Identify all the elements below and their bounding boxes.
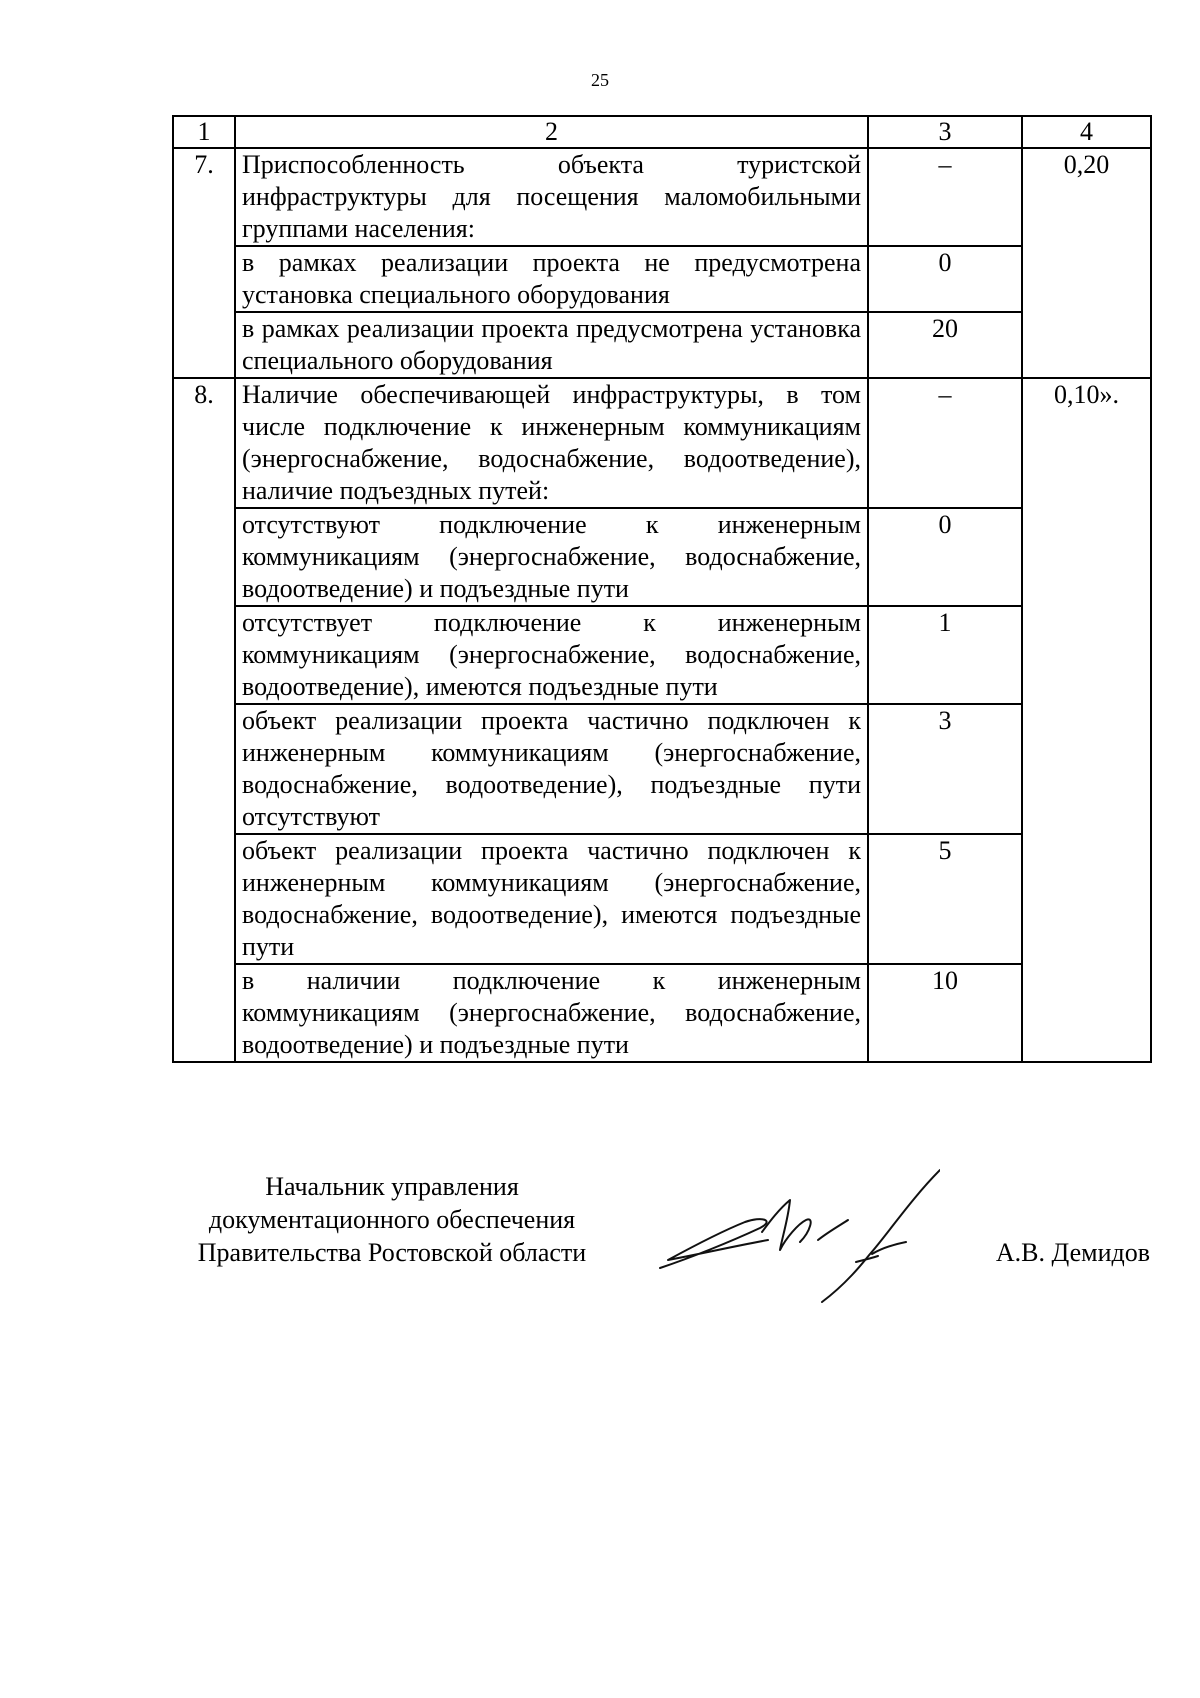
signature-block xyxy=(0,1170,1200,1340)
score-cell: – xyxy=(868,148,1022,246)
table-row xyxy=(173,964,1151,1062)
page-number: 25 xyxy=(591,70,609,90)
position-line: Правительства Ростовской области xyxy=(197,1238,587,1267)
score-cell: 5 xyxy=(868,834,1022,964)
table-row xyxy=(173,378,1151,508)
criterion-text: Наличие обеспечивающей инфраструктуры, в том числе подключение к инженерным коммуникациям (энергоснабжение, водоснабжение, водоотведение), наличие подъездных путей: xyxy=(235,378,868,508)
table-header-row xyxy=(173,116,1151,148)
position-line: документационного обеспечения xyxy=(208,1205,576,1234)
table-row xyxy=(173,704,1151,834)
header-cell: 2 xyxy=(235,116,868,148)
criterion-text: объект реализации проекта частично подключен к инженерным коммуникациям (энергоснабжение, водоснабжение, водоотведение), имеются подъездные пути xyxy=(235,834,868,964)
score-cell: – xyxy=(868,378,1022,508)
weight-cell: 0,20 xyxy=(1022,148,1151,378)
header-cell: 3 xyxy=(868,116,1022,148)
criterion-text: объект реализации проекта частично подключен к инженерным коммуникациям (энергоснабжение, водоснабжение, водоотведение), подъездные пути отсутствуют xyxy=(235,704,868,834)
table-row xyxy=(173,148,1151,246)
criterion-text: в рамках реализации проекта предусмотрена установка специального оборудования xyxy=(235,312,868,378)
score-cell: 10 xyxy=(868,964,1022,1062)
weight-cell: 0,10». xyxy=(1022,378,1151,1062)
criterion-text: в наличии подключение к инженерным коммуникациям (энергоснабжение, водоснабжение, водоотведение) и подъездные пути xyxy=(235,964,868,1062)
position-line: Начальник управления xyxy=(265,1172,519,1201)
row-number: 8. xyxy=(173,378,235,1062)
header-cell: 4 xyxy=(1022,116,1151,148)
table-row xyxy=(173,606,1151,704)
score-cell: 20 xyxy=(868,312,1022,378)
criteria-table xyxy=(172,115,1152,1063)
criterion-text: отсутствует подключение к инженерным коммуникациям (энергоснабжение, водоснабжение, водоотведение), имеются подъездные пути xyxy=(235,606,868,704)
score-cell: 1 xyxy=(868,606,1022,704)
header-cell: 1 xyxy=(173,116,235,148)
score-cell: 3 xyxy=(868,704,1022,834)
table-row xyxy=(173,508,1151,606)
criterion-text: отсутствуют подключение к инженерным коммуникациям (энергоснабжение, водоснабжение, водоотведение) и подъездные пути xyxy=(235,508,868,606)
criterion-text: в рамках реализации проекта не предусмотрена установка специального оборудования xyxy=(235,246,868,312)
table-row xyxy=(173,834,1151,964)
score-cell: 0 xyxy=(868,508,1022,606)
row-number: 7. xyxy=(173,148,235,378)
criterion-text: Приспособленность объекта туристской инфраструктуры для посещения маломобильными группами населения: xyxy=(235,148,868,246)
handwritten-signature xyxy=(650,1150,940,1310)
table-row xyxy=(173,312,1151,378)
signer-name: А.В. Демидов xyxy=(995,1238,1150,1267)
signer-position xyxy=(172,1170,612,1269)
table-row xyxy=(173,246,1151,312)
score-cell: 0 xyxy=(868,246,1022,312)
